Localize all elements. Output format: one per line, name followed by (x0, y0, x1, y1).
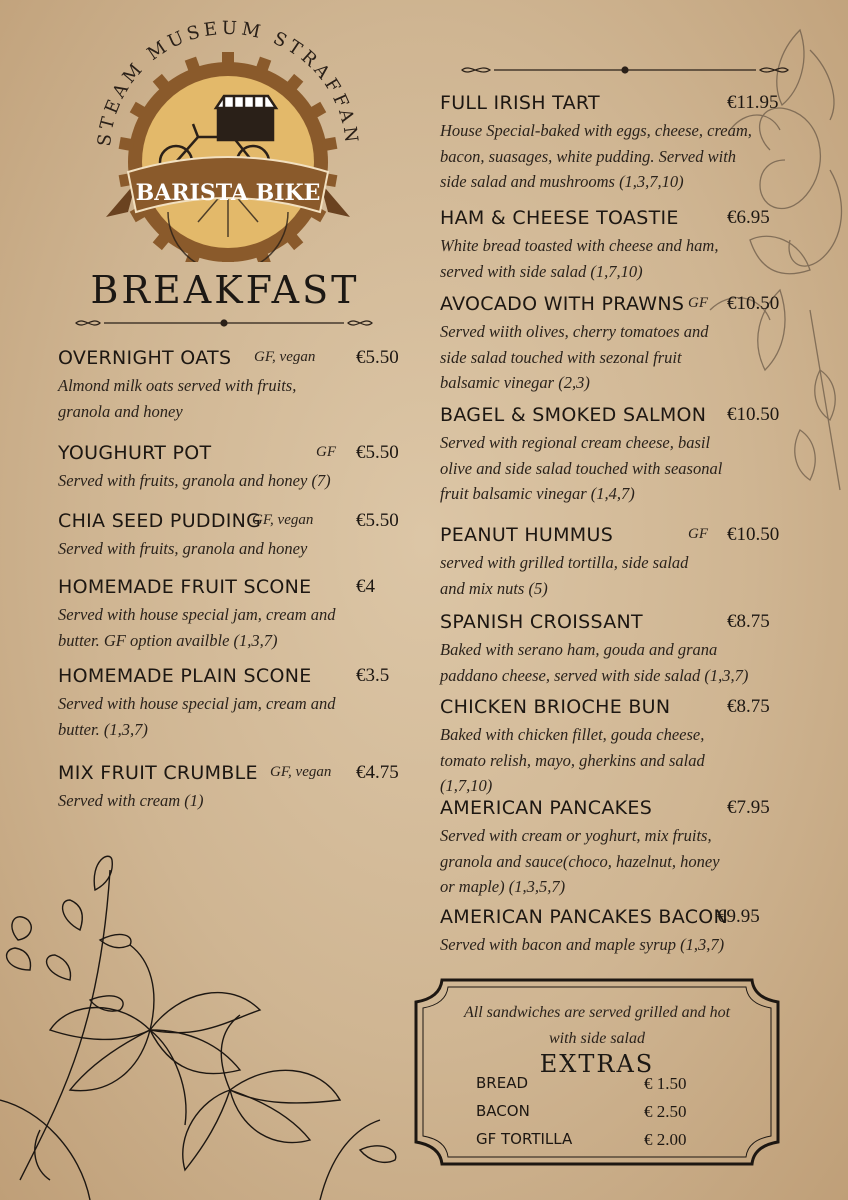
menu-item (440, 404, 790, 503)
extras-row (476, 1102, 706, 1126)
extras-note-line2: with side salad (548, 1030, 645, 1047)
menu-item-description: Served with bacon and maple syrup (1,3,7) (440, 935, 725, 954)
menu-item-name: AMERICAN PANCAKES (440, 797, 653, 819)
extras-box (414, 978, 780, 1166)
menu-item (440, 207, 790, 297)
menu-item (440, 92, 790, 191)
page-title: BREAKFAST (90, 268, 360, 312)
menu-item-price: €5.50 (356, 442, 399, 463)
menu-item-name: AMERICAN PANCAKES BACON (440, 906, 729, 928)
menu-item-description: Served with cream or yoghurt, mix fruits, granola and sauce(choco, hazelnut, honey or maple) (1,3,5,7) (440, 826, 720, 896)
menu-item-price: €4.75 (356, 762, 399, 783)
menu-item-description: Served with fruits, granola and honey (58, 539, 308, 558)
menu-item-price: €10.50 (727, 404, 780, 425)
menu-item-name: YOUGHURT POT (58, 442, 212, 464)
logo-arc-text: STEAM MUSEUM STRAFFAN (93, 17, 363, 148)
menu-item-price: €10.50 (727, 293, 780, 314)
menu-item-description: Baked with chicken fillet, gouda cheese, tomato relish, mayo, gherkins and salad (1,7,10) (440, 725, 705, 795)
menu-item-dietary-tag: GF (316, 444, 336, 460)
menu-item-name: SPANISH CROISSANT (440, 611, 643, 633)
menu-item-dietary-tag: GF, vegan (254, 349, 316, 365)
menu-item (440, 696, 790, 795)
extras-price: € 2.00 (644, 1130, 687, 1149)
extras-label: BACON (476, 1102, 530, 1120)
menu-item-dietary-tag: GF (688, 526, 708, 542)
menu-item-description: House Special-baked with eggs, cheese, cream, bacon, suasages, white pudding. Served with side salad and mushrooms (1,3,7,10) (440, 121, 752, 191)
menu-item (440, 293, 790, 392)
menu-item-dietary-tag: GF (688, 295, 708, 311)
menu-item-name: FULL IRISH TART (440, 92, 600, 114)
menu-item-name: OVERNIGHT OATS (58, 347, 232, 369)
left-divider (74, 316, 374, 330)
menu-item-price: €5.50 (356, 347, 399, 368)
barista-bike-logo (88, 12, 368, 262)
menu-item-description: Almond milk oats served with fruits, granola and honey (58, 376, 297, 421)
menu-item (58, 347, 408, 437)
menu-item (440, 797, 790, 896)
extras-title: EXTRAS (539, 1050, 655, 1078)
menu-item-description: Served wiith olives, cherry tomatoes and side salad touched with sezonal fruit balsamic vinegar (2,3) (440, 322, 709, 392)
menu-item-price: €9.95 (717, 906, 760, 927)
menu-item-description: White bread toasted with cheese and ham, served with side salad (1,7,10) (440, 236, 719, 281)
menu-item-name: PEANUT HUMMUS (440, 524, 614, 546)
menu-item-dietary-tag: GF, vegan (252, 512, 314, 528)
menu-item-price: €8.75 (727, 696, 770, 717)
menu-item-price: €5.50 (356, 510, 399, 531)
menu-item-description: Served with house special jam, cream and butter. GF option availble (1,3,7) (58, 605, 336, 650)
menu-item-name: HOMEMADE FRUIT SCONE (58, 576, 312, 598)
extras-price: € 1.50 (644, 1074, 687, 1093)
extras-row (476, 1130, 706, 1154)
menu-item-name: CHIA SEED PUDDING (58, 510, 262, 532)
menu-item-description: Served with cream (1) (58, 791, 204, 810)
menu-item-description: Served with house special jam, cream and butter. (1,3,7) (58, 694, 336, 739)
menu-item-name: BAGEL & SMOKED SALMON (440, 404, 707, 426)
menu-item (440, 524, 790, 614)
menu-item-description: Baked with serano ham, gouda and grana paddano cheese, served with side salad (1,3,7) (440, 640, 749, 685)
extras-note-line1: All sandwiches are served grilled and hot (463, 1004, 731, 1021)
logo-brand-text: BARISTA BIKE (135, 180, 321, 206)
menu-item-name: HAM & CHEESE TOASTIE (440, 207, 679, 229)
extras-label: BREAD (476, 1074, 529, 1092)
menu-item-price: €8.75 (727, 611, 770, 632)
menu-item-dietary-tag: GF, vegan (270, 764, 332, 780)
menu-item-name: HOMEMADE PLAIN SCONE (58, 665, 312, 687)
menu-item (440, 611, 790, 701)
menu-item-description: served with grilled tortilla, side salad and mix nuts (5) (440, 553, 689, 598)
menu-item-description: Served with fruits, granola and honey (7) (58, 471, 331, 490)
menu-item-price: €4 (356, 576, 375, 597)
menu-item-name: AVOCADO WITH PRAWNS (440, 293, 685, 315)
menu-item (58, 576, 408, 666)
menu-item-price: €10.50 (727, 524, 780, 545)
menu-item (58, 762, 408, 852)
menu-item-price: €6.95 (727, 207, 770, 228)
menu-item-price: €11.95 (727, 92, 779, 113)
menu-item-name: CHICKEN BRIOCHE BUN (440, 696, 671, 718)
menu-item-price: €3.5 (356, 665, 390, 686)
menu-item-description: Served with regional cream cheese, basil olive and side salad touched with seasonal fruit balsamic vinegar (1,4,7) (440, 433, 723, 503)
floral-bottom-left-decoration (0, 850, 420, 1200)
menu-item (58, 665, 408, 755)
menu-item-price: €7.95 (727, 797, 770, 818)
right-divider (460, 63, 790, 77)
extras-row (476, 1074, 706, 1098)
menu-item-name: MIX FRUIT CRUMBLE (58, 762, 258, 784)
extras-label: GF TORTILLA (476, 1130, 573, 1148)
extras-price: € 2.50 (644, 1102, 687, 1121)
